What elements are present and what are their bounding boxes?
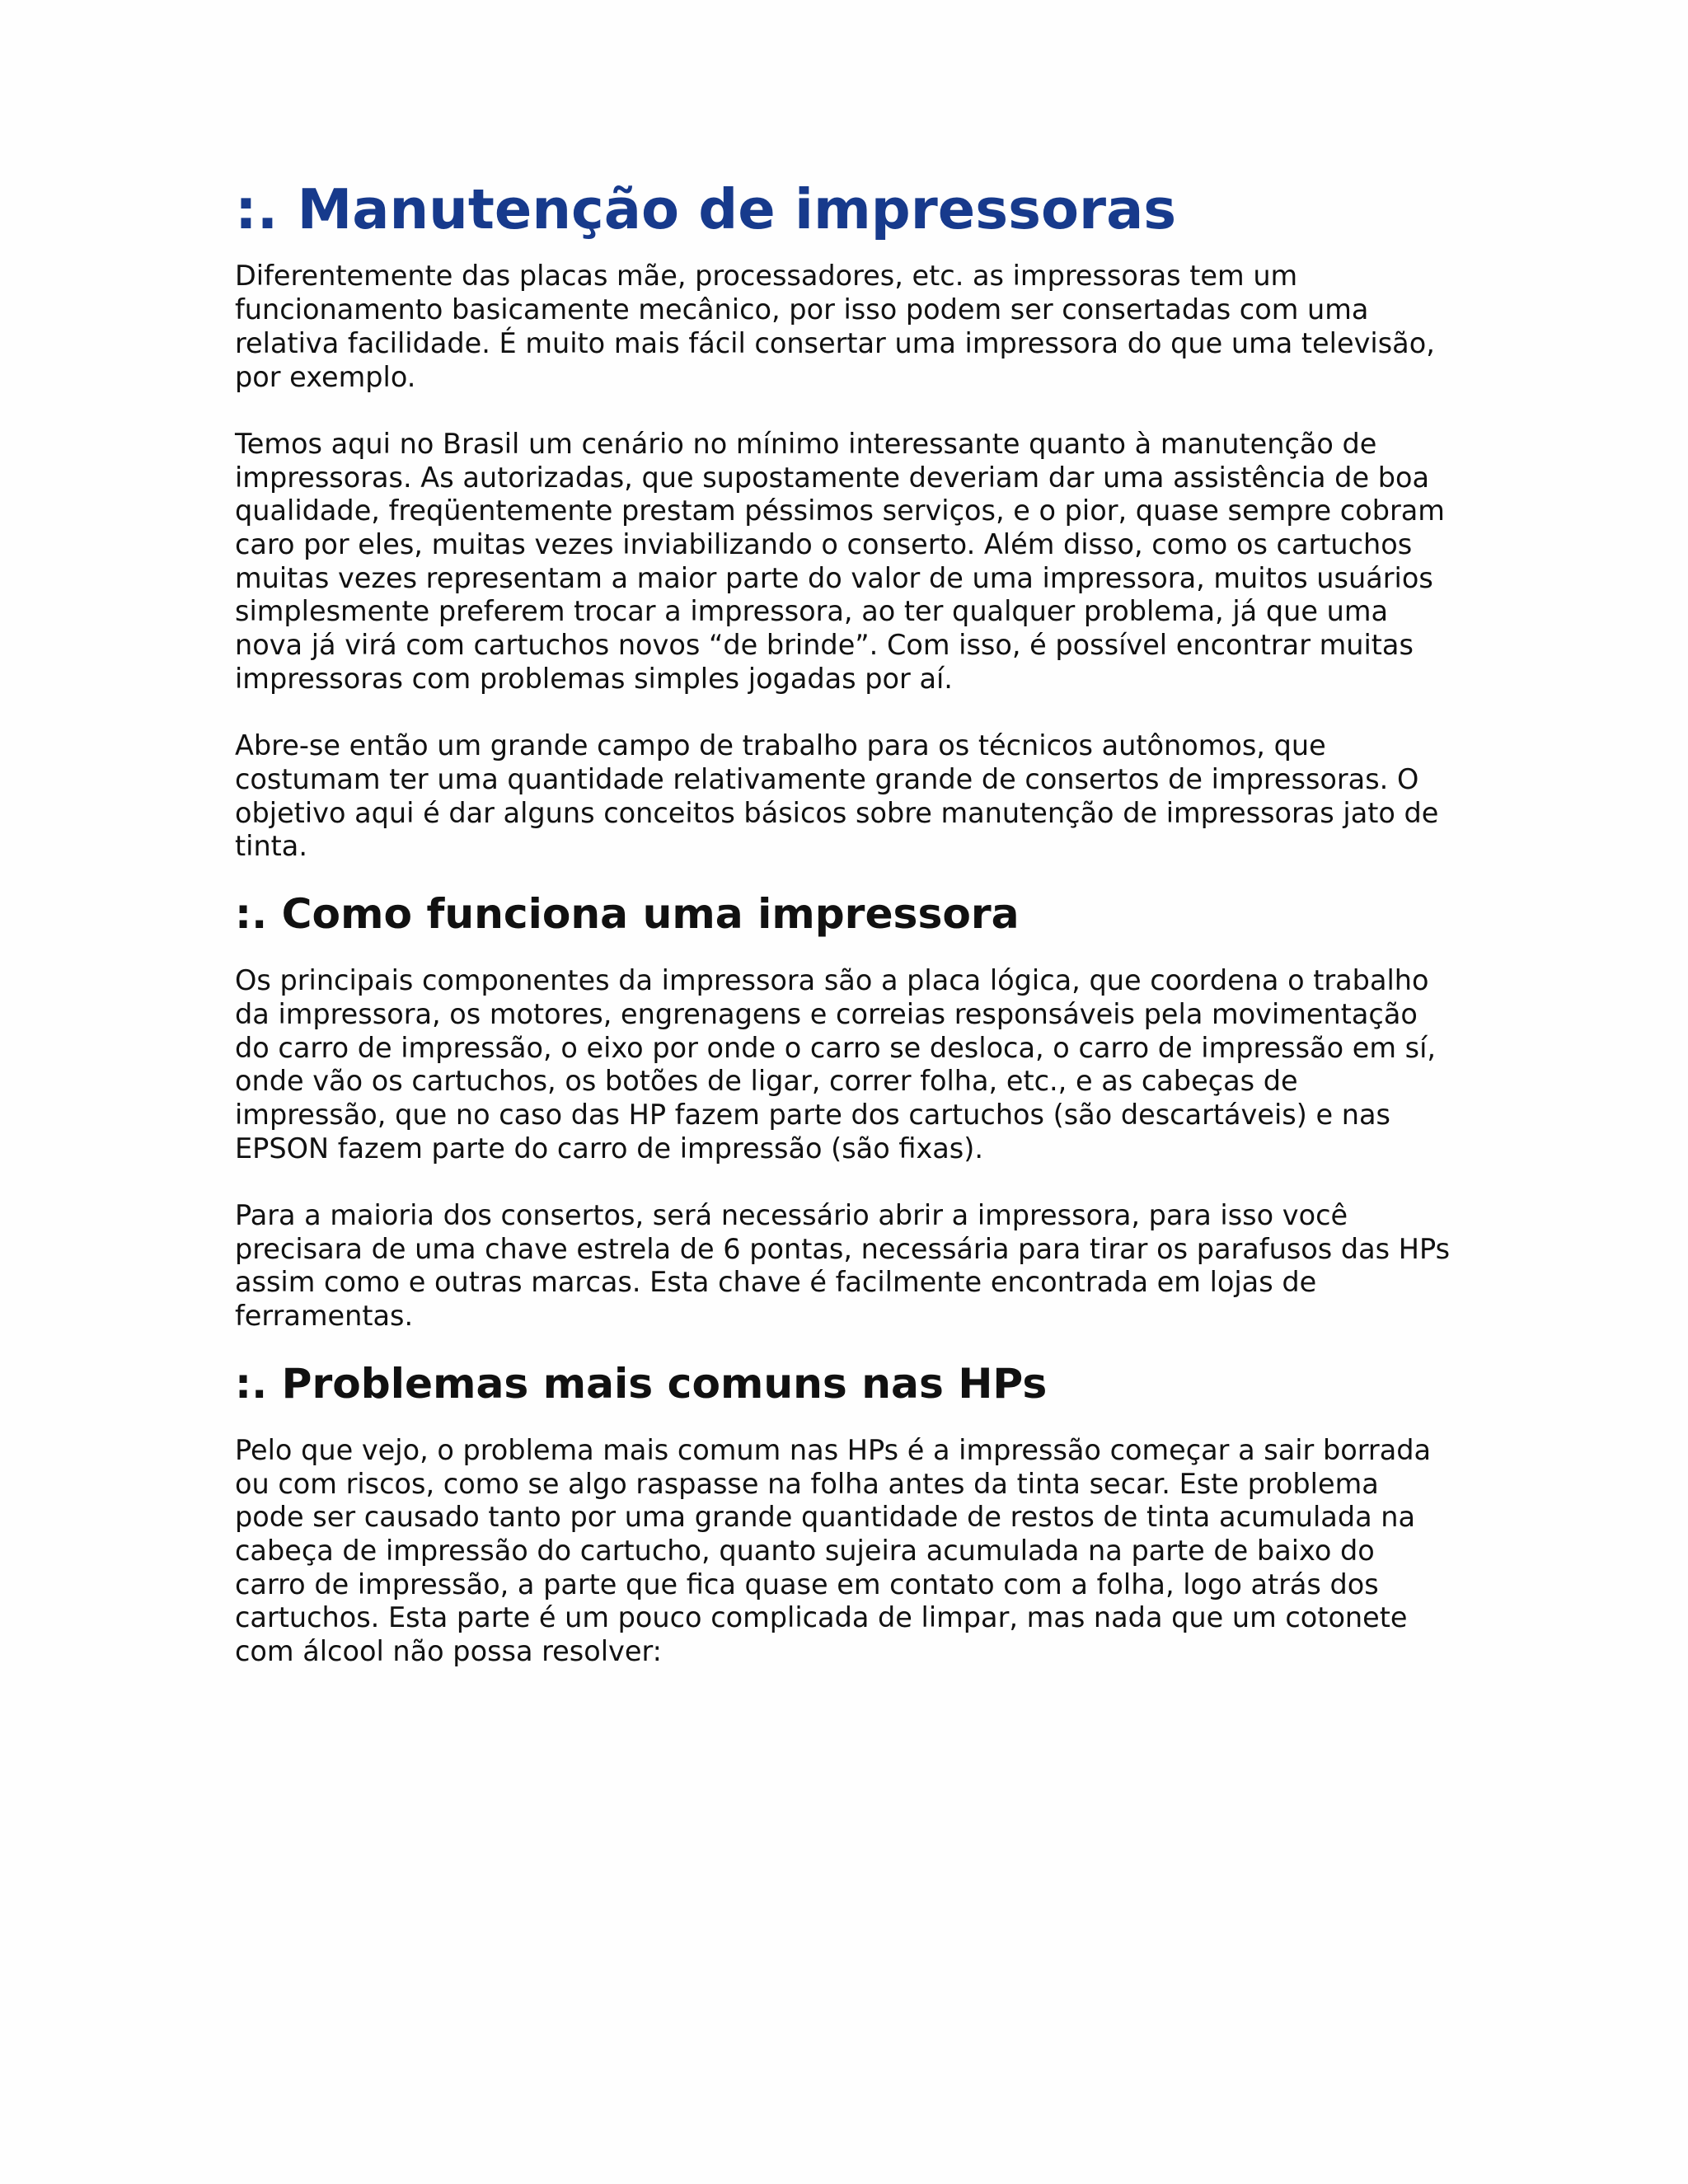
text-line: Temos aqui no Brasil um cenário no mínimo interessante quanto à manutenção de — [235, 427, 1377, 460]
text-line: qualidade, freqüentemente prestam péssimos serviços, e o pior, quase sempre cobram — [235, 494, 1445, 527]
text-line: do carro de impressão, o eixo por onde o carro se desloca, o carro de impressão em sí, — [235, 1031, 1437, 1064]
paragraph — [235, 1434, 1471, 1669]
text-line: por exemplo. — [235, 360, 416, 393]
text-line: assim como e outras marcas. Esta chave é facilmente encontrada em lojas de — [235, 1266, 1317, 1299]
text-line: com álcool não possa resolver: — [235, 1635, 662, 1668]
text-line: nova já virá com cartuchos novos “de brinde”. Com isso, é possível encontrar muitas — [235, 629, 1414, 662]
text-line: Os principais componentes da impressora são a placa lógica, que coordena o trabalho — [235, 964, 1429, 997]
text-line: objetivo aqui é dar alguns conceitos básicos sobre manutenção de impressoras jato de — [235, 796, 1439, 829]
paragraph — [235, 428, 1471, 696]
text-line: ou com riscos, como se algo raspasse na folha antes da tinta secar. Este problema — [235, 1467, 1379, 1500]
text-line: Pelo que vejo, o problema mais comum nas HPs é a impressão começar a sair borrada — [235, 1433, 1432, 1466]
text-line: relativa facilidade. É muito mais fácil consertar uma impressora do que uma televisão, — [235, 326, 1435, 359]
paragraph — [235, 260, 1471, 394]
text-line: caro por eles, muitas vezes inviabilizando o conserto. Além disso, como os cartuchos — [235, 528, 1413, 560]
paragraph — [235, 964, 1471, 1165]
text-line: Para a maioria dos consertos, será necessário abrir a impressora, para isso você — [235, 1199, 1348, 1231]
text-line: onde vão os cartuchos, os botões de ligar, correr folha, etc., e as cabeças de — [235, 1065, 1298, 1098]
spacer — [235, 1165, 1471, 1199]
text-line: carro de impressão, a parte que fica quase em contato com a folha, logo atrás dos — [235, 1568, 1379, 1601]
text-line: costumam ter uma quantidade relativamente grande de consertos de impressoras. O — [235, 762, 1419, 795]
text-line: EPSON fazem parte do carro de impressão (são fixas). — [235, 1132, 983, 1165]
text-line: precisara de uma chave estrela de 6 pontas, necessária para tirar os parafusos das HPs — [235, 1232, 1451, 1265]
paragraph — [235, 1199, 1471, 1333]
text-line: pode ser causado tanto por uma grande quantidade de restos de tinta acumulada na — [235, 1501, 1416, 1534]
paragraph — [235, 729, 1471, 864]
text-line: impressoras com problemas simples jogadas por aí. — [235, 662, 953, 695]
spacer — [235, 696, 1471, 730]
section-heading-problemas-hps: :. Problemas mais comuns nas HPs — [235, 1358, 1048, 1408]
spacer — [235, 394, 1471, 428]
text-line: ferramentas. — [235, 1300, 414, 1333]
document-body — [235, 177, 1471, 1669]
section-heading-manutencao: :. Manutenção de impressoras — [235, 177, 1177, 241]
text-line: Abre-se então um grande campo de trabalho para os técnicos autônomos, que — [235, 729, 1326, 762]
text-line: cartuchos. Esta parte é um pouco complicada de limpar, mas nada que um cotonete — [235, 1601, 1408, 1634]
text-line: simplesmente preferem trocar a impressora, ao ter qualquer problema, já que uma — [235, 595, 1388, 628]
text-line: tinta. — [235, 830, 307, 863]
text-line: cabeça de impressão do cartucho, quanto sujeira acumulada na parte de baixo do — [235, 1535, 1375, 1567]
text-line: funcionamento basicamente mecânico, por isso podem ser consertadas com uma — [235, 293, 1369, 326]
text-line: impressoras. As autorizadas, que supostamente deveriam dar uma assistência de boa — [235, 461, 1429, 494]
text-line: muitas vezes representam a maior parte do valor de uma impressora, muitos usuários — [235, 561, 1433, 594]
section-heading-como-funciona: :. Como funciona uma impressora — [235, 888, 1020, 938]
text-line: Diferentemente das placas mãe, processadores, etc. as impressoras tem um — [235, 260, 1298, 293]
text-line: impressão, que no caso das HP fazem parte dos cartuchos (são descartáveis) e nas — [235, 1098, 1390, 1131]
text-line: da impressora, os motores, engrenagens e correias responsáveis pela movimentação — [235, 997, 1418, 1030]
